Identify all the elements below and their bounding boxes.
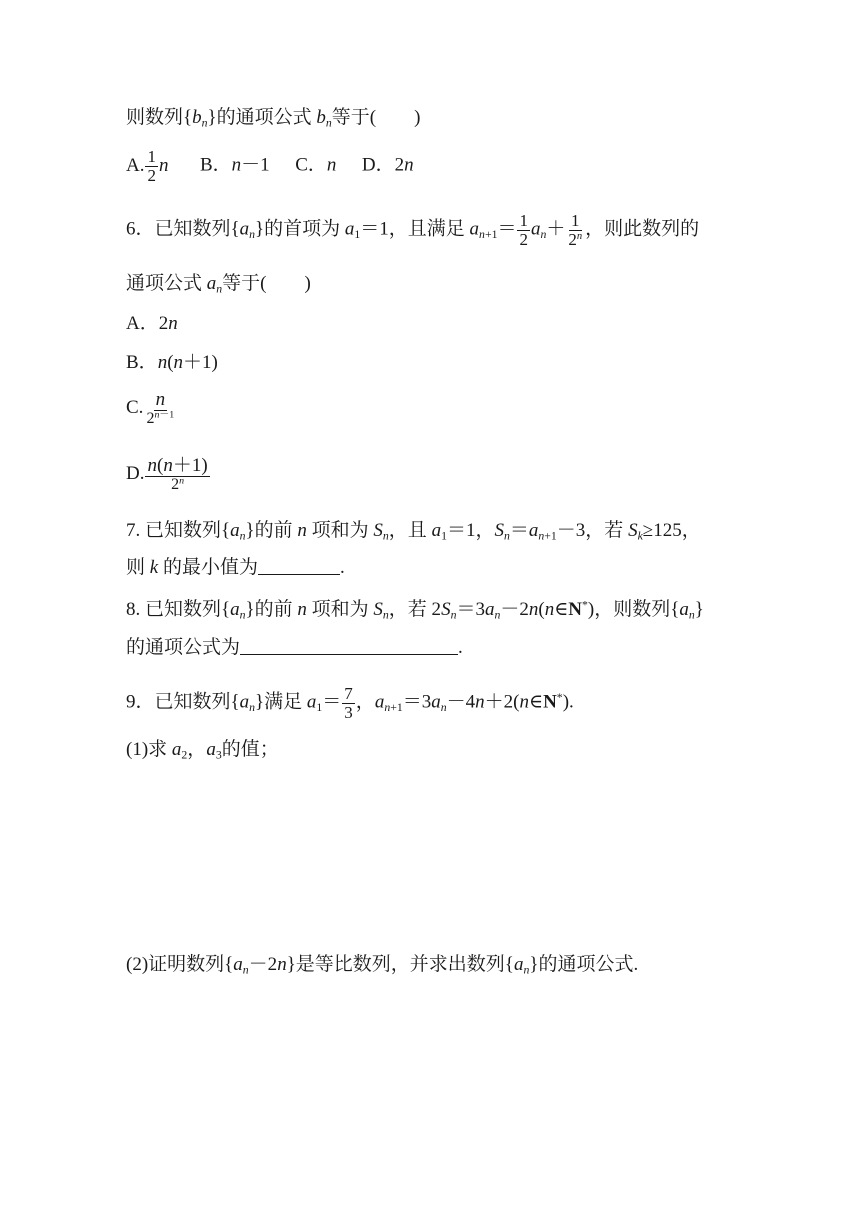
q6-option-a: A．2n [126, 313, 178, 334]
q8-answer-blank[interactable] [240, 638, 458, 655]
q5-option-b: B．n－1 [199, 154, 270, 176]
q8-line1: 8. 已知数列$\{a_n\}$的前 n 项和为 $S_n$，若 $2S_n=3a_n-2n(n\in N^*)$，则数列$\{a_n\}$ [126, 598, 704, 622]
q6-option-d: D. $\frac{n(n+1)}{2^n}$ [126, 455, 208, 493]
q9-part1: (1)求 $a_2$，$a_3$的值； [126, 739, 279, 762]
q6-stem-line1: 6．已知数列$\{a_n\}$的首项为 $a_1=1$，且满足 $a_{n+1}=$ $\frac{1}{2}$ $a_n+$ $\frac{1}{2^n}$ ，则此数列的 [126, 211, 700, 249]
q6-option-c: C. $\frac{n}{2^{n-1}}$ [126, 389, 175, 427]
q8-line2: 的通项公式为 . [126, 637, 463, 658]
q6-stem-line2: 通项公式 $a_n$等于( ) [126, 273, 311, 296]
q5-option-a: A. $\frac{1}{2}$ n [126, 147, 169, 185]
q7-line1: 7. 已知数列$\{a_n\}$的前 n 项和为 $S_n$，且 $a_1=1$，$S_n=a_{n+1}-3$，若 $S_k\ge 125$， [126, 520, 701, 543]
q9-stem: 9．已知数列$\{a_n\}$满足 $a_1=$ $\frac{7}{3}$ ，$a_{n+1}=3a_n-4n+2(n\in N^*)$. [126, 684, 574, 722]
q5-option-d: D．2n [361, 154, 414, 176]
q9-part2: (2)证明数列$\{a_n-2n\}$是等比数列，并求出数列$\{a_n\}$的通项公式. [126, 954, 639, 977]
q5-stem-tail: 则数列$\{b_n\}$的通项公式 $b_n$等于( ) [126, 107, 421, 130]
q5-option-c: C．n [295, 154, 337, 176]
q6-option-b: B．n(n＋1) [126, 352, 218, 373]
q5-options [126, 148, 414, 185]
q7-line2: 则 k 的最小值为 . [126, 557, 345, 578]
q7-answer-blank[interactable] [258, 558, 340, 575]
